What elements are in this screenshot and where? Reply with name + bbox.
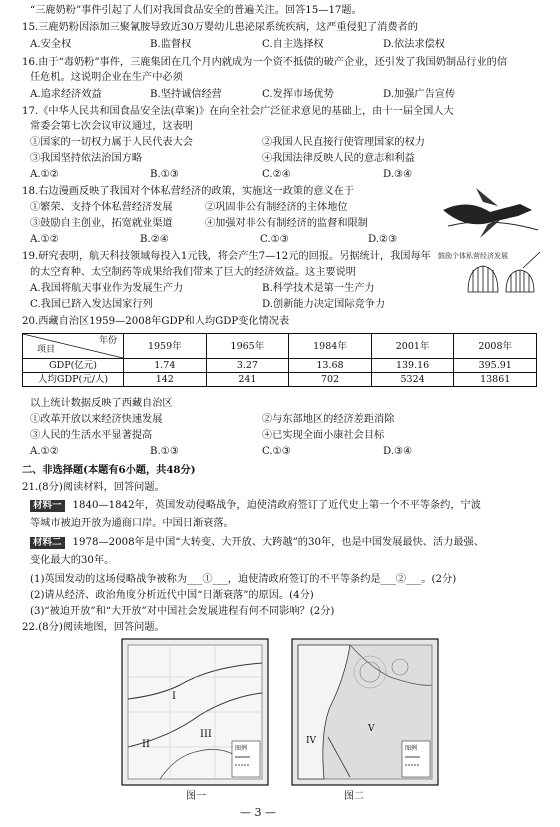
year-header: 1984年 <box>289 334 372 359</box>
question-15: 15.三鹿奶粉因添加三聚氰胺导致近30万婴幼儿患泌尿系统疾病，这严重侵犯了消费者的 <box>22 22 418 33</box>
table-cell: 5324 <box>371 373 454 387</box>
map-figure-2 <box>290 637 440 787</box>
q17-choice-a: A.①② <box>30 169 59 180</box>
q20-choice-d: D.③④ <box>383 446 413 457</box>
header-item-label: 项目 <box>37 345 56 355</box>
table-cell: 1.74 <box>124 359 207 373</box>
page-number: — 3 — <box>240 806 276 819</box>
material-2-text: 1978—2008年是中国“大转变、大开放、大跨越”的30年，也是中国发展最快、活力最强、 <box>72 537 484 548</box>
question-16-line2: 任危机。这说明企业在生产中必须 <box>30 72 183 83</box>
question-20: 20.西藏自治区1959—2008年GDP和人均GDP变化情况表 <box>22 316 290 327</box>
row-label: 人均GDP(元/人) <box>23 373 124 387</box>
table-cell: 702 <box>289 373 372 387</box>
q15-option-d: D.依法求偿权 <box>383 39 445 50</box>
material-1-text: 1840—1842年，英国发动侵略战争，迫使清政府签订了近代史上第一个不平等条约，宁波 <box>72 500 481 511</box>
region-label: III <box>200 729 212 740</box>
intro-15-17: “三鹿奶粉”事件引起了人们对我国食品安全的普遍关注。回答15—17题。 <box>30 5 362 16</box>
question-16-line1: 16.由于“毒奶粉”事件，三鹿集团在几个月内就成为一个资不抵债的破产企业，还引发了我国奶制品行业的信 <box>22 57 508 68</box>
q19-option-a: A.我国将航天事业作为发展生产力 <box>30 283 184 294</box>
question-21: 21.(8分)阅读材料，回答问题。 <box>22 482 165 493</box>
material-2-line2: 变化最大的30年。 <box>30 555 115 566</box>
q21-part-2: (2)请从经济、政治角度分析近代中国“日渐衰落”的原因。(4分) <box>30 590 314 601</box>
material-1-line2: 等城市被迫开放为通商口岸。中国日渐衰落。 <box>30 518 234 529</box>
material-2-tag: 材料二 <box>30 537 65 549</box>
q17-item-3: ③我国坚持依法治国方略 <box>30 153 143 164</box>
table-cell: 395.91 <box>454 359 537 373</box>
question-19-line2: 的太空育种、太空制药等成果给我们带来了巨大的经济效益。这主要说明 <box>30 267 356 278</box>
region-label: I <box>172 691 176 702</box>
question-22: 22.(8分)阅读地图，回答问题。 <box>22 622 165 633</box>
table-header-row <box>23 334 537 359</box>
question-20-stem: 以上统计数据反映了西藏自治区 <box>30 398 173 409</box>
q20-choice-b: B.①③ <box>150 446 179 457</box>
cartoon-caption: 鼓励个体私营经济发展 <box>438 252 508 260</box>
fig-1-caption: 图一 <box>186 791 206 802</box>
q17-item-1: ①国家的一切权力属于人民代表大会 <box>30 137 193 148</box>
q18-choice-c: C.①③ <box>260 234 289 245</box>
table-row <box>23 359 537 373</box>
q15-option-a: A.安全权 <box>30 39 72 50</box>
material-1-tag: 材料一 <box>30 500 65 512</box>
region-label: II <box>142 739 150 750</box>
row-label: GDP(亿元) <box>23 359 124 373</box>
table-cell: 142 <box>124 373 207 387</box>
table-corner-cell <box>23 334 124 359</box>
gdp-table <box>22 333 537 387</box>
q15-option-c: C.自主选择权 <box>262 39 324 50</box>
q17-choice-d: D.③④ <box>383 169 413 180</box>
q18-item-4: ④加强对非公有制经济的监督和限制 <box>205 218 368 229</box>
question-17-line1: 17.《中华人民共和国食品安全法(草案)》在向全社会广泛征求意见的基础上，由十一届全国人大 <box>22 106 454 117</box>
q17-choice-b: B.①③ <box>150 169 179 180</box>
q20-item-3: ③人民的生活水平显著提高 <box>30 430 153 441</box>
year-header: 2008年 <box>454 334 537 359</box>
q18-choice-a: A.①② <box>30 234 59 245</box>
q18-item-2: ②巩固非公有制经济的主体地位 <box>205 202 348 213</box>
header-year-label: 年份 <box>98 336 117 346</box>
q21-part-1: (1)英国发动的这场侵略战争被称为___①___，迫使清政府签订的不平等条约是___②___。(2分) <box>30 574 457 585</box>
q20-item-2: ②与东部地区的经济差距消除 <box>262 414 395 425</box>
region-label: IV <box>306 736 317 746</box>
q18-item-1: ①繁荣、支持个体私营经济发展 <box>30 202 173 213</box>
q17-item-4: ④我国法律反映人民的意志和利益 <box>262 153 415 164</box>
table-cell: 13.68 <box>289 359 372 373</box>
q20-choice-a: A.①② <box>30 446 59 457</box>
material-2-line1 <box>30 536 484 549</box>
q16-option-a: A.追求经济效益 <box>30 89 102 100</box>
legend-title: 图例 <box>405 745 418 752</box>
table-cell: 241 <box>206 373 289 387</box>
table-row <box>23 373 537 387</box>
year-header: 1965年 <box>206 334 289 359</box>
fig-2-caption: 图二 <box>344 791 364 802</box>
table-cell: 3.27 <box>206 359 289 373</box>
q18-choice-d: D.②③ <box>368 234 398 245</box>
q18-item-3: ③鼓励自主创业，拓宽就业渠道 <box>30 218 173 229</box>
section-2-heading: 二、非选择题(本题有6小题，共48分) <box>22 464 196 476</box>
q20-choice-c: C.①③ <box>262 446 291 457</box>
year-header: 1959年 <box>124 334 207 359</box>
q19-option-b: B.科学技术是第一生产力 <box>262 283 375 294</box>
table-cell: 13861 <box>454 373 537 387</box>
question-17-line2: 常委会第七次会议审议通过，这表明 <box>30 121 193 132</box>
q19-option-c: C.我国已跻入发达国家行列 <box>30 299 153 310</box>
q19-option-d: D.创新能力决定国际竞争力 <box>262 299 386 310</box>
q17-choice-c: C.②④ <box>262 169 291 180</box>
question-18: 18.右边漫画反映了我国对个体私营经济的政策，实施这一政策的意义在于 <box>22 186 355 197</box>
legend-title: 图例 <box>235 745 248 752</box>
cartoon-illustration <box>428 180 553 300</box>
q20-item-4: ④已实现全面小康社会目标 <box>262 430 385 441</box>
region-label: V <box>368 724 375 734</box>
q20-item-1: ①改革开放以来经济快速发展 <box>30 414 163 425</box>
q16-option-d: D.加强广告宣传 <box>383 89 456 100</box>
q15-option-b: B.监督权 <box>150 39 192 50</box>
q17-item-2: ②我国人民直接行使管理国家的权力 <box>262 137 425 148</box>
question-19-line1: 19.研究表明，航天科技领域每投入1元钱，将会产生7—12元的回报。另据统计，我国每年 <box>22 251 431 262</box>
table-cell: 139.16 <box>371 359 454 373</box>
map-figure-1 <box>120 637 270 787</box>
material-1-line1 <box>30 499 481 512</box>
q21-part-3: (3)“被迫开放”和“大开放”对中国社会发展进程有何不同影响？(2分) <box>30 606 335 617</box>
q16-option-b: B.坚持诚信经营 <box>150 89 222 100</box>
q16-option-c: C.发挥市场优势 <box>262 89 334 100</box>
q18-choice-b: B.②④ <box>140 234 169 245</box>
year-header: 2001年 <box>371 334 454 359</box>
